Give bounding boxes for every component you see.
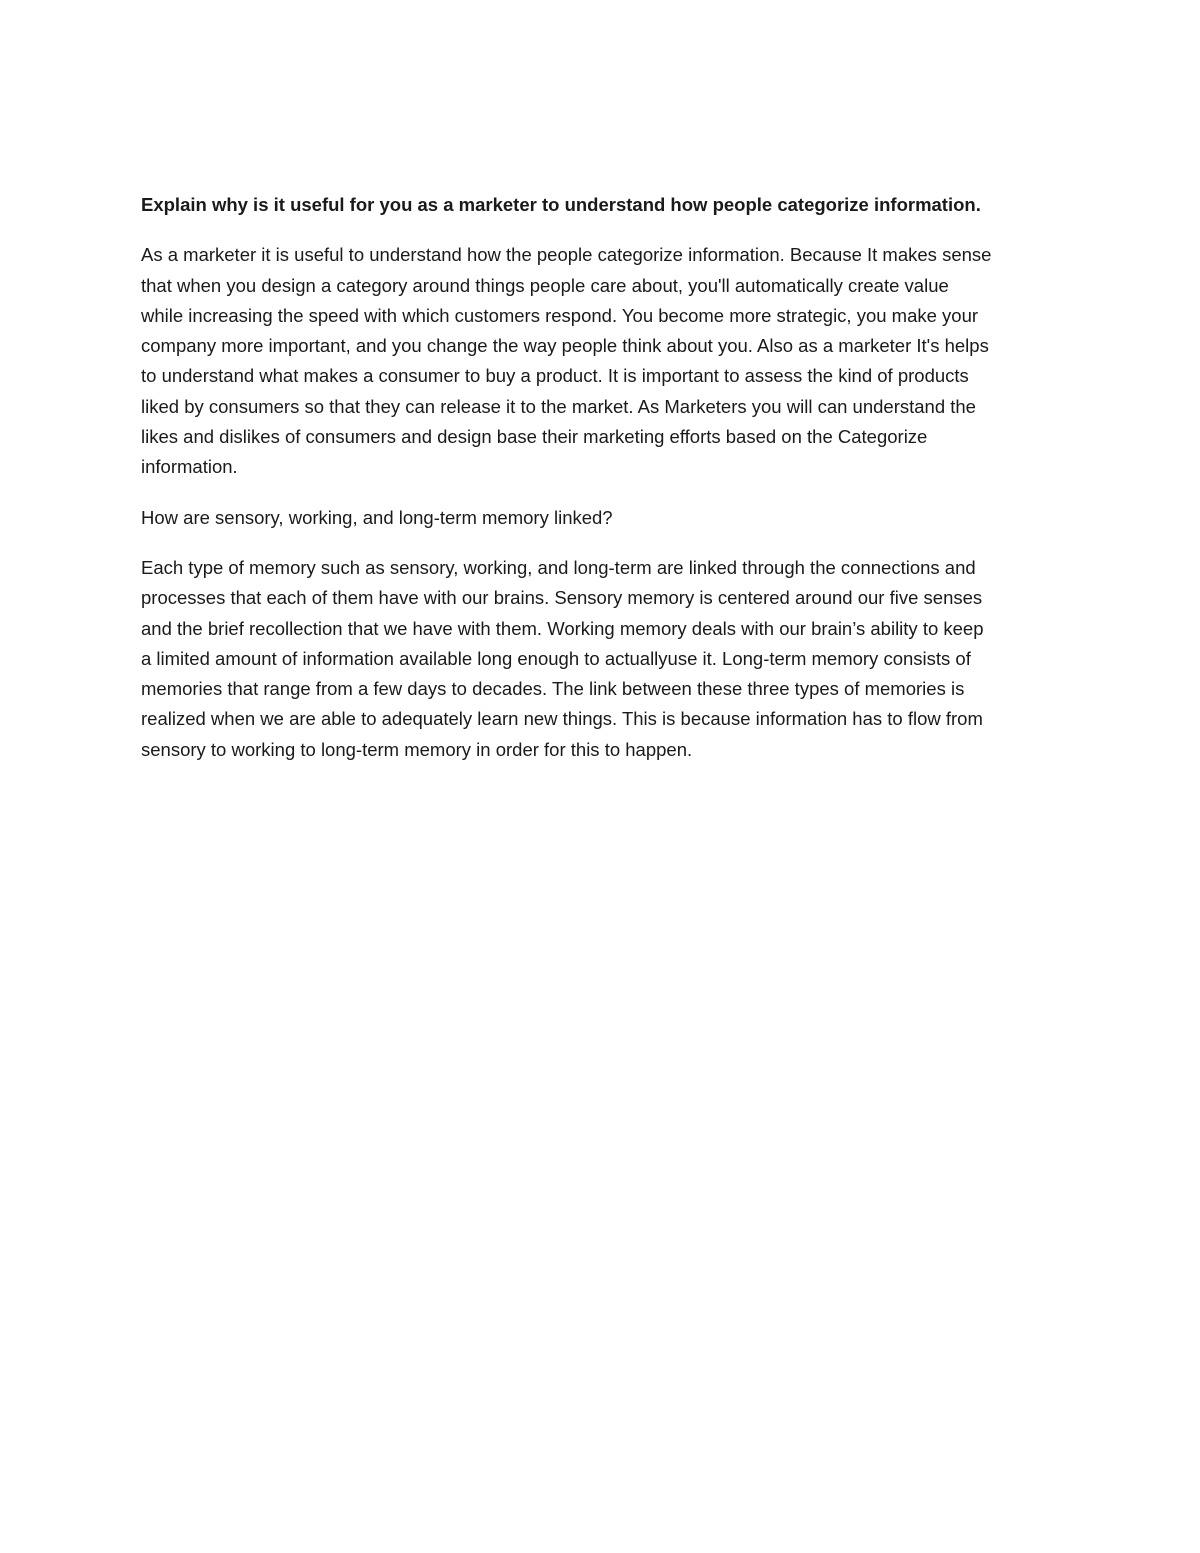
answer-2-line: processes that each of them have with our brains. Sensory memory is centered around our five senses [141, 587, 983, 609]
answer-2-line: a limited amount of information available long enough to actuallyuse it. Long-term memory consists of [141, 647, 971, 669]
answer-1-line: company more important, and you change the way people think about you. Also as a marketer It's helps [141, 335, 989, 357]
question-1-heading: Explain why is it useful for you as a marketer to understand how people categorize information. [141, 194, 981, 215]
answer-1-line: information. [141, 456, 238, 478]
answer-2-line: realized when we are able to adequately learn new things. This is because information has to flow from [141, 708, 983, 730]
answer-1-line: liked by consumers so that they can release it to the market. As Marketers you will can understand the [141, 395, 976, 417]
document-body [141, 190, 1061, 785]
answer-1-line: while increasing the speed with which customers respond. You become more strategic, you make your [141, 304, 979, 326]
answer-1-line: that when you design a category around things people care about, you'll automatically create value [141, 274, 949, 296]
answer-2-line: Each type of memory such as sensory, working, and long-term are linked through the connections and [141, 556, 976, 578]
answer-1-paragraph [141, 240, 1061, 482]
answer-1-line: to understand what makes a consumer to buy a product. It is important to assess the kind of products [141, 365, 969, 387]
answer-1-line: As a marketer it is useful to understand how the people categorize information. Because It makes sense [141, 244, 992, 266]
answer-2-line: sensory to working to long-term memory in order for this to happen. [141, 738, 693, 760]
answer-2-line: and the brief recollection that we have with them. Working memory deals with our brain’s ability to keep [141, 617, 984, 639]
answer-2-line: memories that range from a few days to decades. The link between these three types of memories is [141, 678, 965, 700]
question-2-heading: How are sensory, working, and long-term memory linked? [141, 506, 613, 528]
answer-1-line: likes and dislikes of consumers and design base their marketing efforts based on the Categorize [141, 426, 928, 448]
answer-2-paragraph [141, 553, 1061, 765]
